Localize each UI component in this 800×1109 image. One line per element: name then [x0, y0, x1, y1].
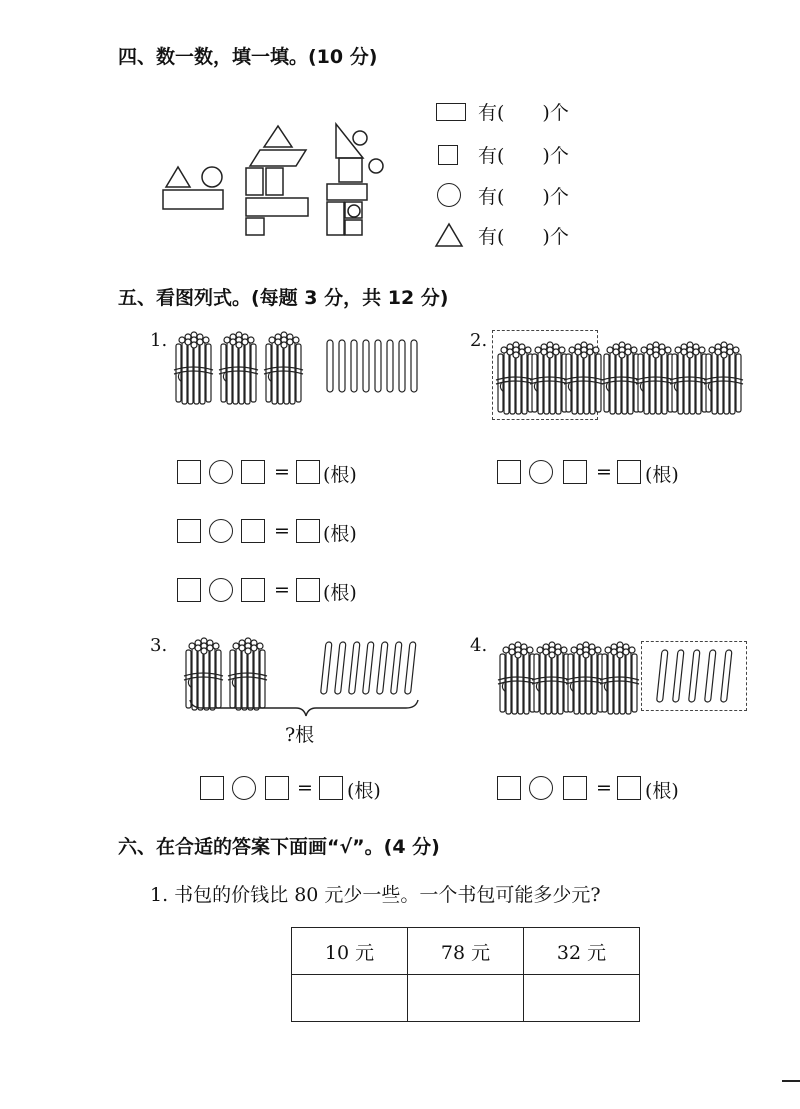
square-icon	[438, 145, 458, 165]
operator-circle[interactable]	[209, 519, 233, 543]
unit-label: (根)	[347, 780, 381, 802]
answer-box[interactable]	[265, 776, 289, 800]
section6-title: 六、在合适的答案下面画“√”。(4 分)	[118, 836, 440, 858]
equals-sign: =	[596, 461, 612, 483]
answer-box[interactable]	[296, 460, 320, 484]
question-number: 1.	[150, 330, 168, 351]
operator-circle[interactable]	[529, 460, 553, 484]
answer-box[interactable]	[617, 776, 641, 800]
question-number: 3.	[150, 635, 168, 656]
stick-bundles-image	[494, 340, 744, 420]
equals-sign: =	[274, 520, 290, 542]
section4-title: 四、数一数，填一填。(10 分)	[118, 46, 378, 68]
answer-box[interactable]	[177, 519, 201, 543]
unit-label: (根)	[323, 523, 357, 545]
option-cell: 78 元	[408, 928, 524, 975]
operator-circle[interactable]	[232, 776, 256, 800]
brace-label: ?根	[285, 724, 315, 746]
equals-sign: =	[297, 777, 313, 799]
section5-title: 五、看图列式。(每题 3 分，共 12 分)	[118, 287, 449, 309]
stick-bundles-image	[172, 330, 462, 410]
unit-label: (根)	[323, 582, 357, 604]
page-edge-mark	[782, 1080, 800, 1082]
triangle-icon	[434, 222, 464, 248]
answer-box[interactable]	[200, 776, 224, 800]
answer-box[interactable]	[617, 460, 641, 484]
count-text: 有( )个	[478, 226, 569, 248]
operator-circle[interactable]	[209, 578, 233, 602]
count-text: 有( )个	[478, 145, 569, 167]
option-cell: 10 元	[292, 928, 408, 975]
answer-box[interactable]	[241, 519, 265, 543]
loose-sticks-image	[652, 650, 752, 710]
equals-sign: =	[274, 461, 290, 483]
answer-box[interactable]	[241, 578, 265, 602]
stick-bundles-image	[496, 640, 646, 720]
check-cell[interactable]	[292, 975, 408, 1022]
question-number: 2.	[470, 330, 488, 351]
answer-box[interactable]	[177, 460, 201, 484]
option-cell: 32 元	[524, 928, 640, 975]
answer-table	[291, 927, 640, 1022]
unit-label: (根)	[645, 780, 679, 802]
count-text: 有( )个	[478, 186, 569, 208]
question-text: 1. 书包的价钱比 80 元少一些。一个书包可能多少元?	[150, 884, 601, 906]
answer-box[interactable]	[497, 776, 521, 800]
unit-label: (根)	[323, 464, 357, 486]
answer-box[interactable]	[241, 460, 265, 484]
answer-box[interactable]	[296, 578, 320, 602]
operator-circle[interactable]	[209, 460, 233, 484]
circle-icon	[437, 183, 461, 207]
rectangle-icon	[436, 103, 466, 121]
count-text: 有( )个	[478, 102, 569, 124]
answer-box[interactable]	[497, 460, 521, 484]
answer-box[interactable]	[177, 578, 201, 602]
brace	[188, 698, 428, 722]
answer-box[interactable]	[319, 776, 343, 800]
answer-box[interactable]	[563, 460, 587, 484]
check-cell[interactable]	[524, 975, 640, 1022]
equals-sign: =	[596, 777, 612, 799]
operator-circle[interactable]	[529, 776, 553, 800]
answer-box[interactable]	[563, 776, 587, 800]
question-number: 4.	[470, 635, 488, 656]
shape-picture	[160, 118, 400, 248]
check-cell[interactable]	[408, 975, 524, 1022]
unit-label: (根)	[645, 464, 679, 486]
answer-box[interactable]	[296, 519, 320, 543]
equals-sign: =	[274, 579, 290, 601]
